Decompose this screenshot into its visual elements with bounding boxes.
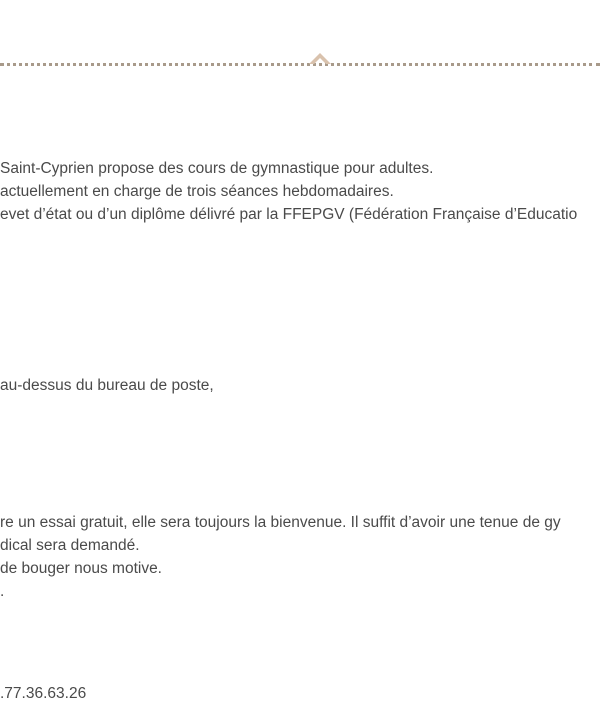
intro-line-2: actuellement en charge de trois séances hebdomadaires. [0,183,394,200]
phone-number: .77.36.63.26 [0,685,87,702]
trial-line-1: re un essai gratuit, elle sera toujours la bienvenue. Il suffit d’avoir une tenue de gy [0,514,561,531]
location-line-1: au-dessus du bureau de poste, [0,377,214,394]
intro-line-3: evet d’état ou d’un diplôme délivré par la FFEPGV (Fédération Française d’Educatio [0,206,578,223]
dotted-divider [0,63,600,66]
trial-line-4: . [0,583,5,600]
chevron-up-icon [309,52,331,64]
trial-line-3: de bouger nous motive. [0,560,162,577]
trial-line-2: dical sera demandé. [0,537,140,554]
intro-line-1: Saint-Cyprien propose des cours de gymnastique pour adultes. [0,160,434,177]
